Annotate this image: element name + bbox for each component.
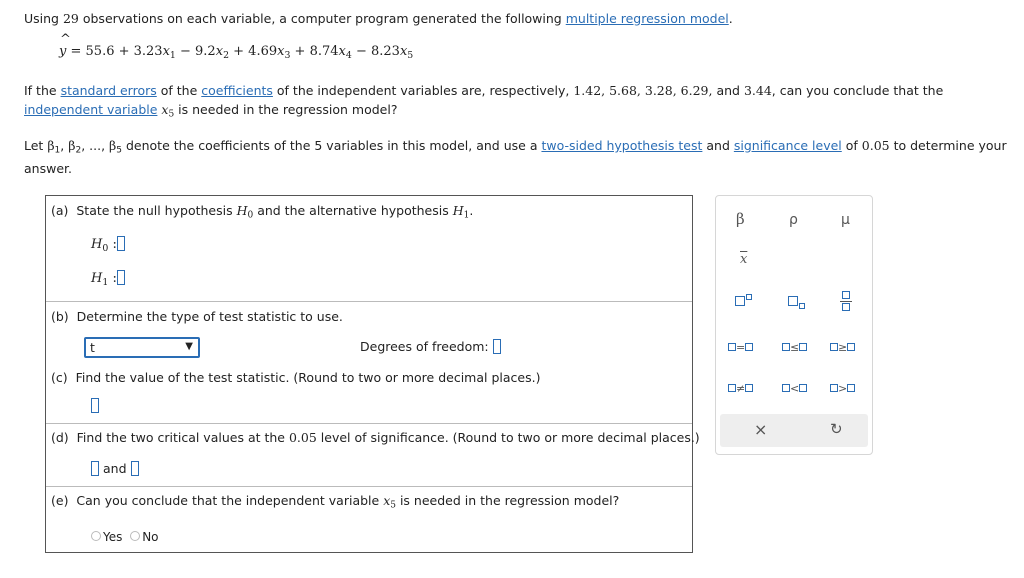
beta-button[interactable]: β: [736, 210, 745, 228]
critical-value-2-input[interactable]: [131, 461, 139, 476]
greater-than-button[interactable]: >: [830, 382, 855, 395]
radio-circle-icon: [91, 531, 101, 541]
less-than-button[interactable]: <: [782, 382, 807, 395]
part-e-prompt: (e) Can you conclude that the independent variable $x_5$ is needed in the regression model?: [51, 493, 620, 511]
link-multiple-regression-model[interactable]: multiple regression model: [565, 11, 729, 26]
standard-errors-text: If the standard errors of the coefficients of the independent variables are, respectively, 1.42, 5.68, 3.28, 6.29, and 3.44, can you conclude that the: [24, 83, 944, 98]
intro-text: Using 29 observations on each variable, a computer program generated the following multiple regression model.: [24, 11, 733, 26]
question-box: [45, 195, 700, 553]
dof-input[interactable]: [493, 339, 501, 354]
h1-row: $H_1$ :: [91, 270, 125, 288]
link-coefficients[interactable]: coefficients: [201, 83, 273, 98]
xbar-button[interactable]: $\overline{x}$: [740, 252, 748, 267]
radio-no[interactable]: No: [130, 530, 158, 544]
part-a-prompt: (a) State the null hypothesis $H_0$ and the alternative hypothesis $H_1$.: [51, 203, 474, 221]
critical-value-1-input[interactable]: [91, 461, 99, 476]
part-c-prompt: (c) Find the value of the test statistic. (Round to two or more decimal places.): [51, 370, 541, 385]
degrees-of-freedom: Degrees of freedom:: [360, 339, 501, 354]
h0-input[interactable]: [117, 236, 125, 251]
symbol-palette: [715, 195, 873, 455]
part-b-prompt: (b) Determine the type of test statistic to use.: [51, 309, 343, 324]
radio-circle-icon: [130, 531, 140, 541]
link-standard-errors[interactable]: standard errors: [60, 83, 157, 98]
test-statistic-row: [91, 398, 99, 413]
undo-icon: ↻: [830, 420, 843, 438]
y-hat: ^ y: [59, 44, 66, 59]
yes-no-options: [91, 530, 159, 544]
link-two-sided-hypothesis-test[interactable]: two-sided hypothesis test: [541, 138, 703, 153]
not-equal-button[interactable]: ≠: [728, 382, 753, 395]
divider: [46, 486, 692, 487]
divider: [46, 423, 692, 424]
fraction-button[interactable]: [840, 291, 852, 313]
close-icon: ×: [754, 420, 768, 439]
obs-count: 29: [62, 11, 79, 26]
palette-actions: [720, 414, 868, 447]
less-equal-button[interactable]: ≤: [782, 341, 807, 354]
radio-yes[interactable]: Yes: [91, 530, 122, 544]
link-significance-level[interactable]: significance level: [733, 138, 842, 153]
critical-values-row: and: [91, 461, 139, 476]
superscript-button[interactable]: [733, 294, 753, 310]
rho-button[interactable]: ρ: [789, 212, 798, 228]
instructions-text: Let $\beta_1$, $\beta_2$, ..., $\beta_5$ denote the coefficients of the 5 variables in this model, and use a two-sided hypothesis test and significance level of 0.05 to determine your: [24, 138, 1007, 156]
superscript-icon: [735, 294, 751, 309]
subscript-icon: [788, 294, 804, 309]
test-statistic-input[interactable]: [91, 398, 99, 413]
link-independent-variable[interactable]: independent variable: [24, 102, 158, 117]
divider: [46, 301, 692, 302]
greater-equal-button[interactable]: ≥: [830, 341, 855, 354]
mu-button[interactable]: μ: [841, 212, 850, 228]
part-d-prompt: (d) Find the two critical values at the 0.05 level of significance. (Round to two or more decimal places.): [51, 430, 700, 445]
instructions-text-line2: answer.: [24, 161, 72, 176]
equals-button[interactable]: =: [728, 341, 753, 354]
h0-row: $H_0$ :: [91, 236, 125, 254]
undo-button[interactable]: [830, 420, 843, 438]
test-statistic-select[interactable]: t ▼: [84, 337, 200, 358]
clear-button[interactable]: [754, 420, 767, 439]
se-values: 1.42, 5.68, 3.28, 6.29,: [573, 83, 713, 98]
subscript-button[interactable]: [785, 294, 807, 310]
standard-errors-text-line2: independent variable $x_5$ is needed in the regression model?: [24, 102, 398, 120]
regression-equation: ^ $y = 55.6 + 3.23x_1 - 9.2x_2 + 4.69x_3 + 8.74x_4 - 8.23x_5$: [59, 44, 413, 61]
dropdown-arrow-icon: ▼: [185, 341, 193, 352]
h1-input[interactable]: [117, 270, 125, 285]
